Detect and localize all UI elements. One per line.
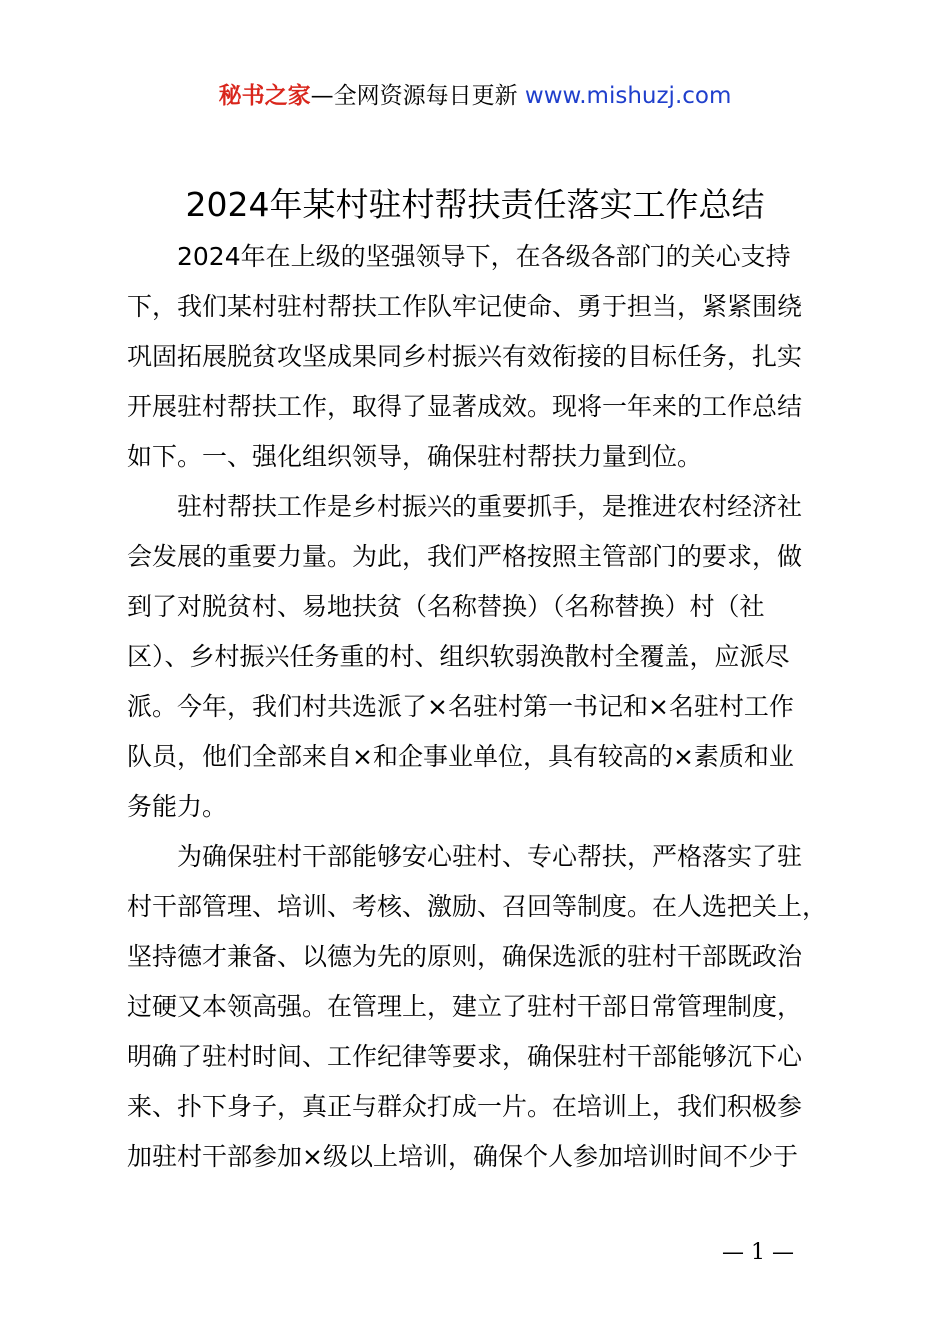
- text-line: 到了对脱贫村、易地扶贫（名称替换）（名称替换）村（社: [127, 592, 765, 621]
- text-line: 明确了驻村时间、工作纪律等要求，确保驻村干部能够沉下心: [127, 1042, 803, 1071]
- text-line: 下，我们某村驻村帮扶工作队牢记使命、勇于担当，紧紧围绕: [127, 292, 803, 321]
- text-line: 为确保驻村干部能够安心驻村、专心帮扶，严格落实了驻: [177, 842, 803, 871]
- text-line: 务能力。: [127, 792, 228, 821]
- text-line: 会发展的重要力量。为此，我们严格按照主管部门的要求，做: [127, 542, 803, 571]
- document-title: 2024年某村驻村帮扶责任落实工作总结: [185, 185, 765, 224]
- text-line: 加驻村干部参加×级以上培训，确保个人参加培训时间不少于: [127, 1142, 798, 1171]
- text-line: 村干部管理、培训、考核、激励、召回等制度。在人选把关上，: [127, 892, 828, 921]
- document-body: [127, 232, 833, 1182]
- text-line: 过硬又本领高强。在管理上，建立了驻村干部日常管理制度，: [127, 992, 803, 1021]
- text-line: 来、扑下身子，真正与群众打成一片。在培训上，我们积极参: [127, 1092, 803, 1121]
- header-tagline: —全网资源每日更新: [310, 83, 525, 109]
- paragraph-2: [127, 482, 833, 832]
- page-number: — 1 —: [722, 1240, 794, 1265]
- site-url-link[interactable]: www.mishuzj.com: [524, 83, 732, 109]
- text-line: 驻村帮扶工作是乡村振兴的重要抓手，是推进农村经济社: [177, 492, 803, 521]
- text-line: 开展驻村帮扶工作，取得了显著成效。现将一年来的工作总结: [127, 392, 803, 421]
- text-line: 区）、乡村振兴任务重的村、组织软弱涣散村全覆盖，应派尽: [127, 642, 790, 671]
- paragraph-3: [127, 832, 833, 1182]
- text-line: 2024年在上级的坚强领导下，在各级各部门的关心支持: [177, 242, 791, 271]
- text-line: 队员，他们全部来自×和企事业单位，具有较高的×素质和业: [127, 742, 794, 771]
- text-line: 巩固拓展脱贫攻坚成果同乡村振兴有效衔接的目标任务，扎实: [127, 342, 803, 371]
- text-line: 如下。一、强化组织领导，确保驻村帮扶力量到位。: [127, 442, 703, 471]
- brand-name: 秘书之家: [218, 83, 311, 109]
- text-line: 坚持德才兼备、以德为先的原则，确保选派的驻村干部既政治: [127, 942, 803, 971]
- text-line: 派。今年，我们村共选派了×名驻村第一书记和×名驻村工作: [127, 692, 794, 721]
- paragraph-1: [127, 232, 833, 482]
- site-header: [0, 80, 950, 112]
